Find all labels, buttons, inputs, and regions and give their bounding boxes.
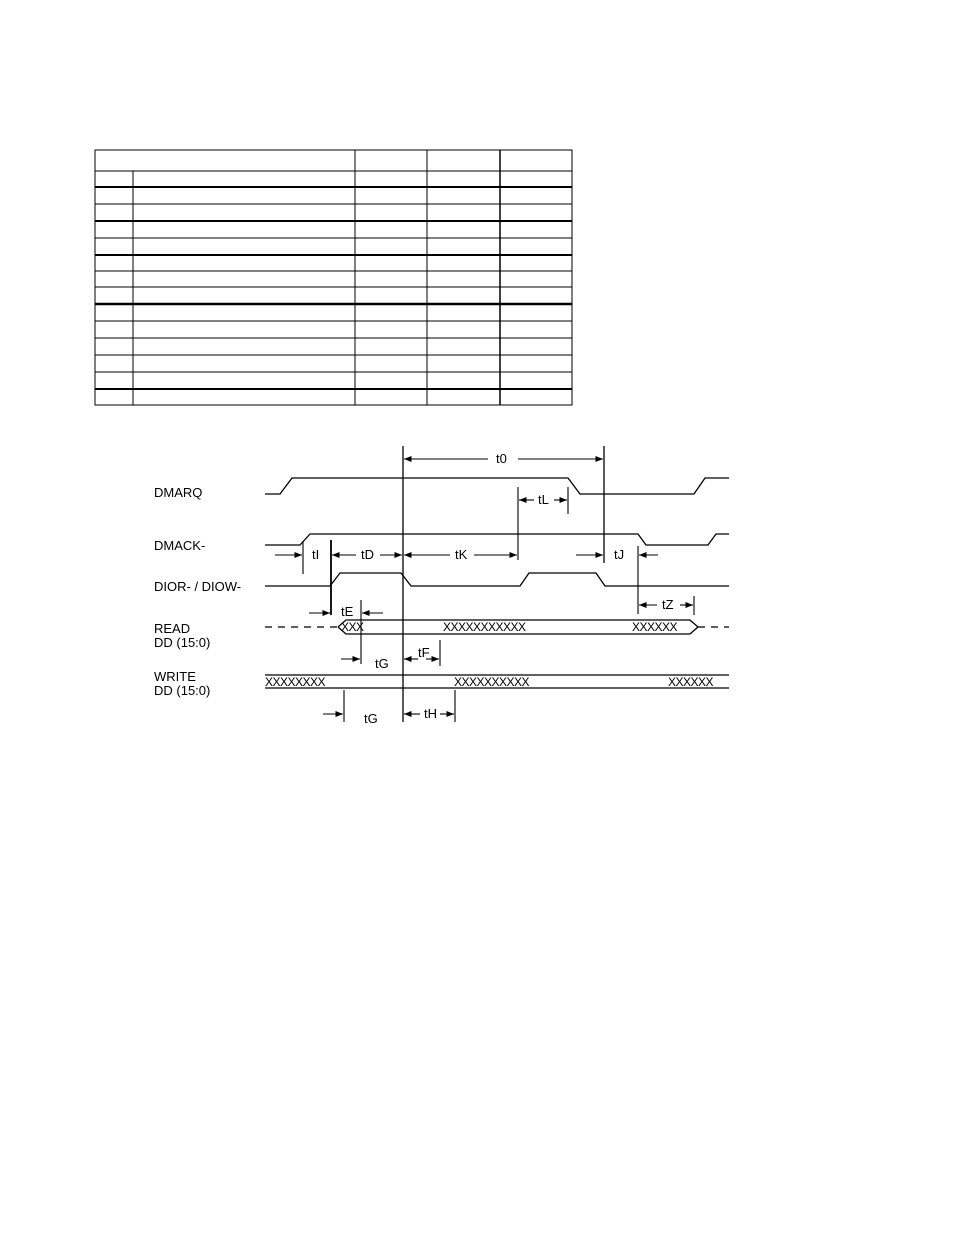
signal-dmarq-label: DMARQ [154,485,203,500]
read-bus-invalid-2: XXXXXXXXXXX [443,620,526,634]
signal-read-label: READ [154,621,191,636]
diorw-waveform [265,573,729,586]
t0-label: t0 [496,451,507,466]
tg-write-label: tG [364,711,378,726]
dmarq-waveform [265,478,729,494]
td-label: tD [361,547,374,562]
signal-dmack-label: DMACK- [154,538,206,553]
te-label: tE [341,604,354,619]
tk-label: tK [455,547,468,562]
signal-diorw-label: DIOR- / DIOW- [154,579,242,594]
ti-label: tI [312,547,320,562]
write-bus-invalid-3: XXXXXX [668,675,714,689]
read-bus-invalid-1: XXX [341,620,364,634]
signal-write-label: WRITE [154,669,196,684]
signal-write-bus-label: DD (15:0) [154,683,211,698]
tz-label: tZ [662,597,674,612]
write-bus-invalid-2: XXXXXXXXXX [454,675,530,689]
tj-label: tJ [614,547,625,562]
signal-read-bus-label: DD (15:0) [154,635,211,650]
write-bus-invalid-1: XXXXXXXX [265,675,326,689]
tg-read-label: tG [375,656,389,671]
tf-label: tF [418,645,430,660]
dmack-waveform [265,534,729,545]
read-bus-invalid-3: XXXXXX [632,620,678,634]
tl-label: tL [538,492,549,507]
th-label: tH [424,706,437,721]
